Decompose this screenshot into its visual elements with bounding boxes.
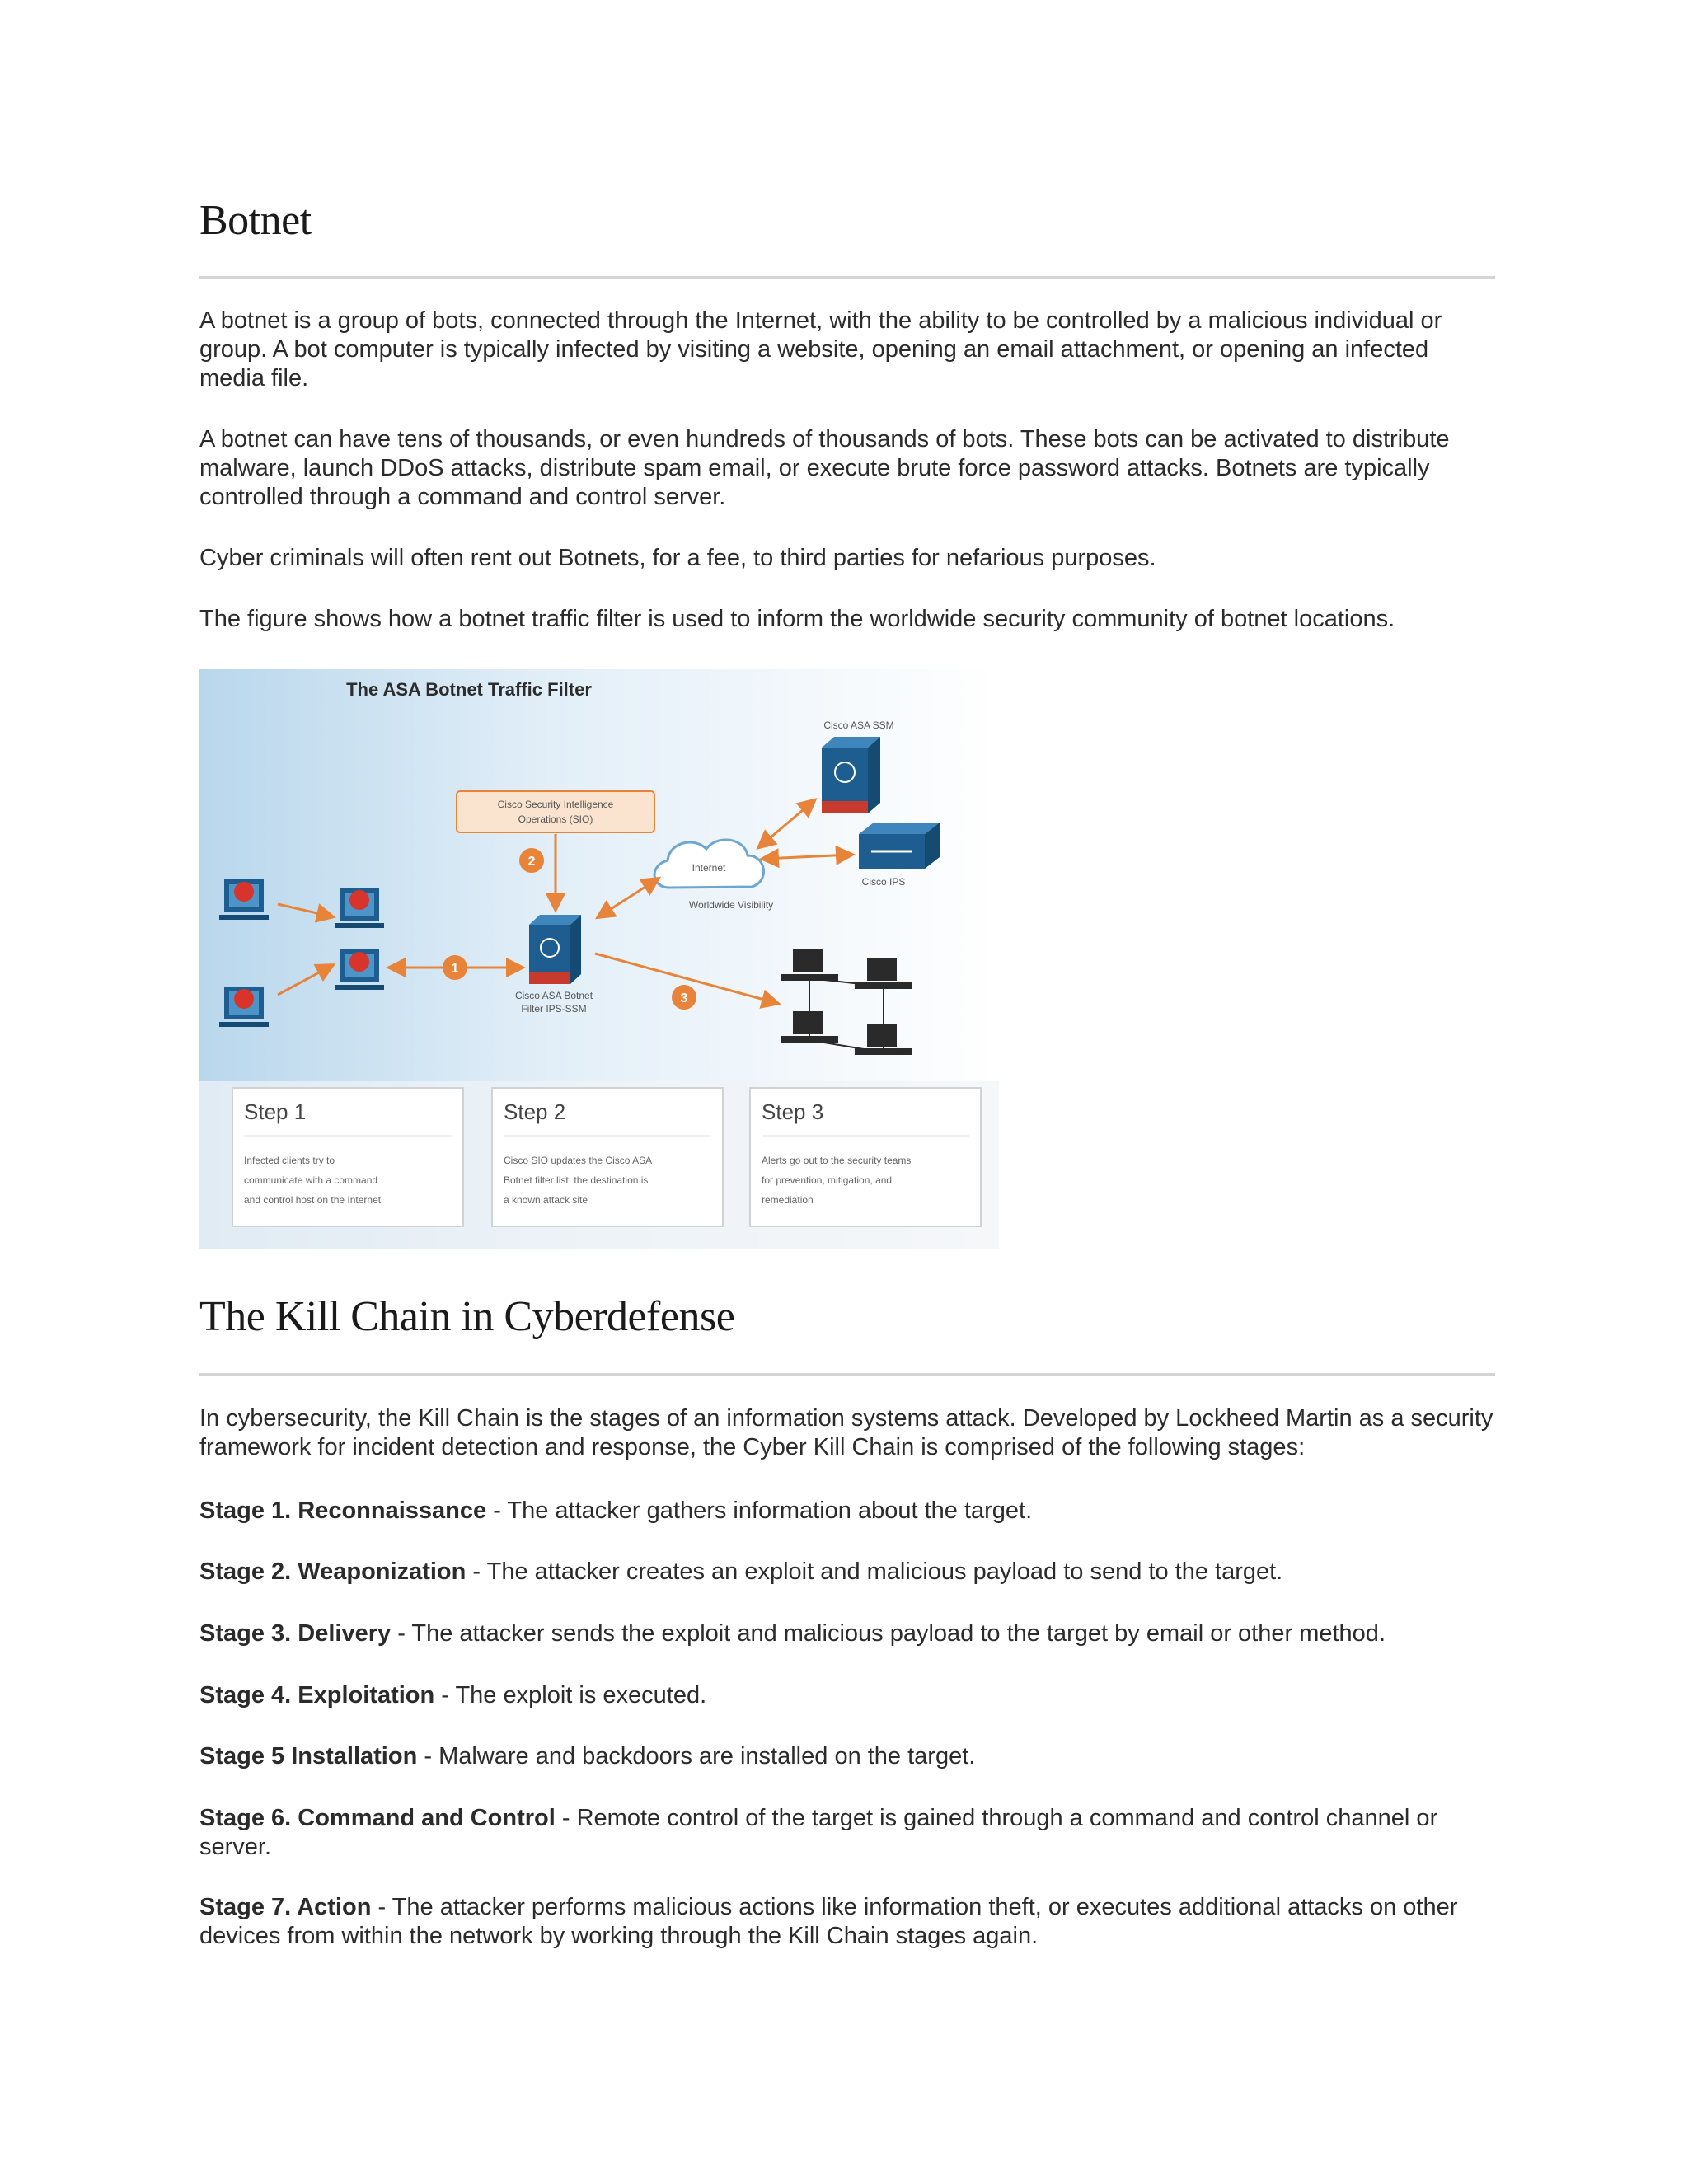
cisco-asa-ssm-icon [822, 737, 880, 813]
step-card-2 [492, 1088, 723, 1226]
ips-label: Cisco IPS [861, 876, 906, 888]
filter-label-line-1: Cisco ASA Botnet [514, 990, 593, 1001]
stage-description: - Remote control of the target is gained through a command and control channel or server. [199, 1805, 1438, 1860]
stage-description: - The attacker gathers information about the target. [486, 1497, 1033, 1524]
sio-label-line-1: Cisco Security Intelligence [497, 799, 614, 810]
svg-text:Cisco SIO updates the Cisco AS: Cisco SIO updates the Cisco ASA [504, 1155, 653, 1166]
svg-text:Botnet filter list; the destin: Botnet filter list; the destination is [504, 1174, 649, 1186]
section-divider [199, 1373, 1495, 1376]
stage-label: Stage 3. Delivery [199, 1620, 392, 1647]
stage-description: - The attacker creates an exploit and malicious payload to send to the target. [466, 1558, 1283, 1585]
botnet-heading: Botnet [199, 197, 312, 244]
stage-description: - The attacker performs malicious actions like information theft, or executes additional attacks on other devices from within the network by working through the Kill Chain stages again. [199, 1894, 1458, 1949]
filter-label-line-2: Filter IPS-SSM [521, 1003, 587, 1015]
stage-label: Stage 4. Exploitation [199, 1682, 435, 1708]
svg-text:2: 2 [528, 855, 536, 869]
stage-label: Stage 2. Weaponization [199, 1558, 467, 1585]
asa-botnet-filter-figure [199, 669, 999, 1249]
step-marker-3 [672, 985, 696, 1010]
botnet-paragraph-2: A botnet can have tens of thousands, or even hundreds of thousands of bots. These bots can be activated to distribute malware, launch DDoS attacks, distribute spam email, or execute brute force password attacks. Botnets are typically controlled through a command and control server. [199, 426, 1450, 510]
svg-text:Step 3: Step 3 [762, 1099, 824, 1124]
stage-label: Stage 5 Installation [199, 1743, 418, 1769]
svg-text:for prevention, mitigation, an: for prevention, mitigation, and [762, 1174, 893, 1186]
stage-item [199, 1681, 1495, 1710]
section-divider [199, 276, 1495, 279]
step-card-1 [232, 1088, 463, 1226]
stage-description: - Malware and backdoors are installed on the target. [417, 1743, 976, 1769]
svg-text:a known attack site: a known attack site [504, 1194, 588, 1206]
stage-item [199, 1619, 1495, 1648]
asa-botnet-filter-icon [529, 915, 581, 984]
stage-description: - The attacker sends the exploit and malicious payload to the target by email or other method. [391, 1620, 1386, 1647]
svg-text:communicate with a command: communicate with a command [244, 1174, 378, 1186]
stage-item [199, 1893, 1495, 1951]
stage-item [199, 1558, 1495, 1586]
svg-text:remediation: remediation [762, 1194, 814, 1206]
svg-text:1: 1 [451, 962, 459, 976]
figure-title: The ASA Botnet Traffic Filter [346, 679, 592, 700]
botnet-paragraph-3: Cyber criminals will often rent out Botnets, for a fee, to third parties for nefarious purposes. [199, 545, 1156, 571]
worldwide-visibility-label: Worldwide Visibility [688, 899, 774, 911]
botnet-paragraph-1: A botnet is a group of bots, connected through the Internet, with the ability to be controlled by a malicious individual or group. A bot computer is typically infected by visiting a website, opening an email attachment, or opening an infected media file. [199, 307, 1442, 391]
cisco-ips-icon [859, 823, 940, 869]
botnet-paragraph-4: The figure shows how a botnet traffic filter is used to inform the worldwide security community of botnet locations. [199, 606, 1395, 632]
sio-box [457, 791, 654, 832]
stage-description: - The exploit is executed. [434, 1682, 707, 1708]
sio-label-line-2: Operations (SIO) [518, 813, 593, 825]
stage-item [199, 1497, 1495, 1526]
step-card-3 [750, 1088, 981, 1226]
stage-item [199, 1804, 1495, 1862]
svg-text:and control host on the Intern: and control host on the Internet [244, 1194, 382, 1206]
kill-chain-intro: In cybersecurity, the Kill Chain is the stages of an information systems attack. Developed by Lockheed Martin as a security framework for incident detection and response, the Cyber Kill Chain is comprised of the following stages: [199, 1405, 1493, 1460]
svg-text:Step 2: Step 2 [504, 1099, 566, 1124]
stage-label: Stage 1. Reconnaissance [199, 1497, 487, 1524]
step-marker-1 [443, 955, 467, 980]
stage-item [199, 1742, 1495, 1771]
stage-label: Stage 6. Command and Control [199, 1805, 556, 1831]
stage-label: Stage 7. Action [199, 1894, 372, 1920]
internet-label: Internet [692, 862, 726, 874]
svg-text:3: 3 [680, 991, 688, 1005]
kill-chain-heading: The Kill Chain in Cyberdefense [199, 1293, 735, 1340]
asa-ssm-label: Cisco ASA SSM [823, 719, 894, 731]
step-marker-2 [519, 848, 544, 873]
svg-text:Alerts go out to the security: Alerts go out to the security teams [762, 1155, 912, 1166]
svg-text:Step 1: Step 1 [244, 1099, 307, 1124]
svg-text:Infected clients try to: Infected clients try to [244, 1155, 335, 1166]
